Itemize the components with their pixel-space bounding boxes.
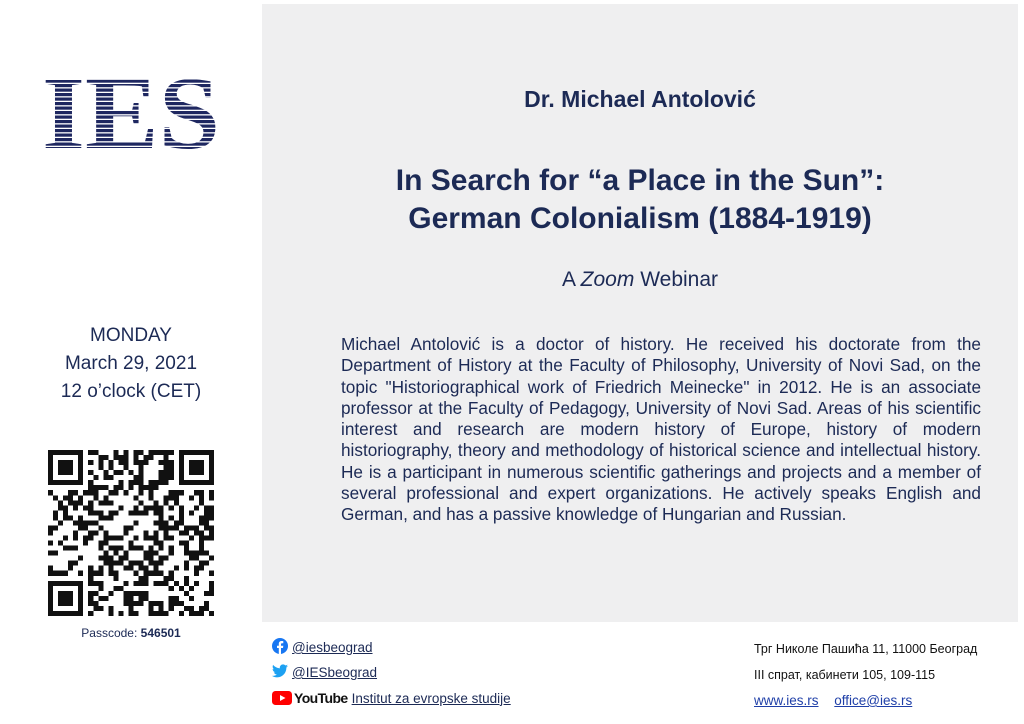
address-line-1: Трг Николе Пашића 11, 11000 Београд [754,642,978,656]
email-link[interactable]: office@ies.rs [834,693,913,708]
event-date-block [30,322,232,406]
speaker-name: Dr. Michael Antolović [524,86,756,112]
passcode [30,626,232,640]
event-date: March 29, 2021 [64,353,198,374]
webinar-title [242,162,1024,238]
twitter-icon [272,664,288,681]
ies-logo [40,66,222,156]
passcode-value: 546501 [140,626,181,640]
address-line-2: III спрат, кабинети 105, 109-115 [754,668,936,682]
passcode-label: Passcode: [81,626,138,640]
youtube-brand: YouTube [294,690,348,706]
twitter-link-row [272,664,377,681]
subtitle-suffix: Webinar [634,268,719,291]
facebook-link-row [272,638,373,657]
event-day: MONDAY [90,325,172,346]
webinar-subtitle [242,268,1024,292]
event-time: 12 o’clock (CET) [60,381,202,402]
qr-code[interactable] [48,450,214,616]
youtube-icon [272,690,348,706]
subtitle-prefix: A [561,268,581,291]
title-line-2: German Colonialism (1884-1919) [408,202,872,235]
twitter-handle-link[interactable]: @IESbeograd [292,665,378,680]
facebook-handle-link[interactable]: @iesbeograd [292,640,373,655]
website-link[interactable]: www.ies.rs [754,693,819,708]
title-line-1: In Search for “a Place in the Sun”: [395,164,885,197]
youtube-channel-link[interactable]: Institut za evropske studije [351,690,511,706]
subtitle-zoom: Zoom [580,268,635,291]
youtube-link-row [272,690,511,706]
facebook-icon [272,638,288,657]
speaker-bio: Michael Antolović is a doctor of history. He received his doctorate from the Department of History at the Faculty of Philosophy, University of Novi Sad, on the topic "Historiographical work of Friedrich Meinecke" in 2012. He is an associate professor at the Faculty of Pedagogy, University of Novi Sad. Areas of his scientific interest and research are modern history of Europe, history of modern historiography, theory and methodology of historical science and intellectual history. He is a participant in numerous scientific gatherings and projects and a member of several professional and expert organizations. He actively speaks English and German, and has a passive knowledge of Hungarian and Russian. [341,334,981,525]
contact-links [754,693,924,708]
